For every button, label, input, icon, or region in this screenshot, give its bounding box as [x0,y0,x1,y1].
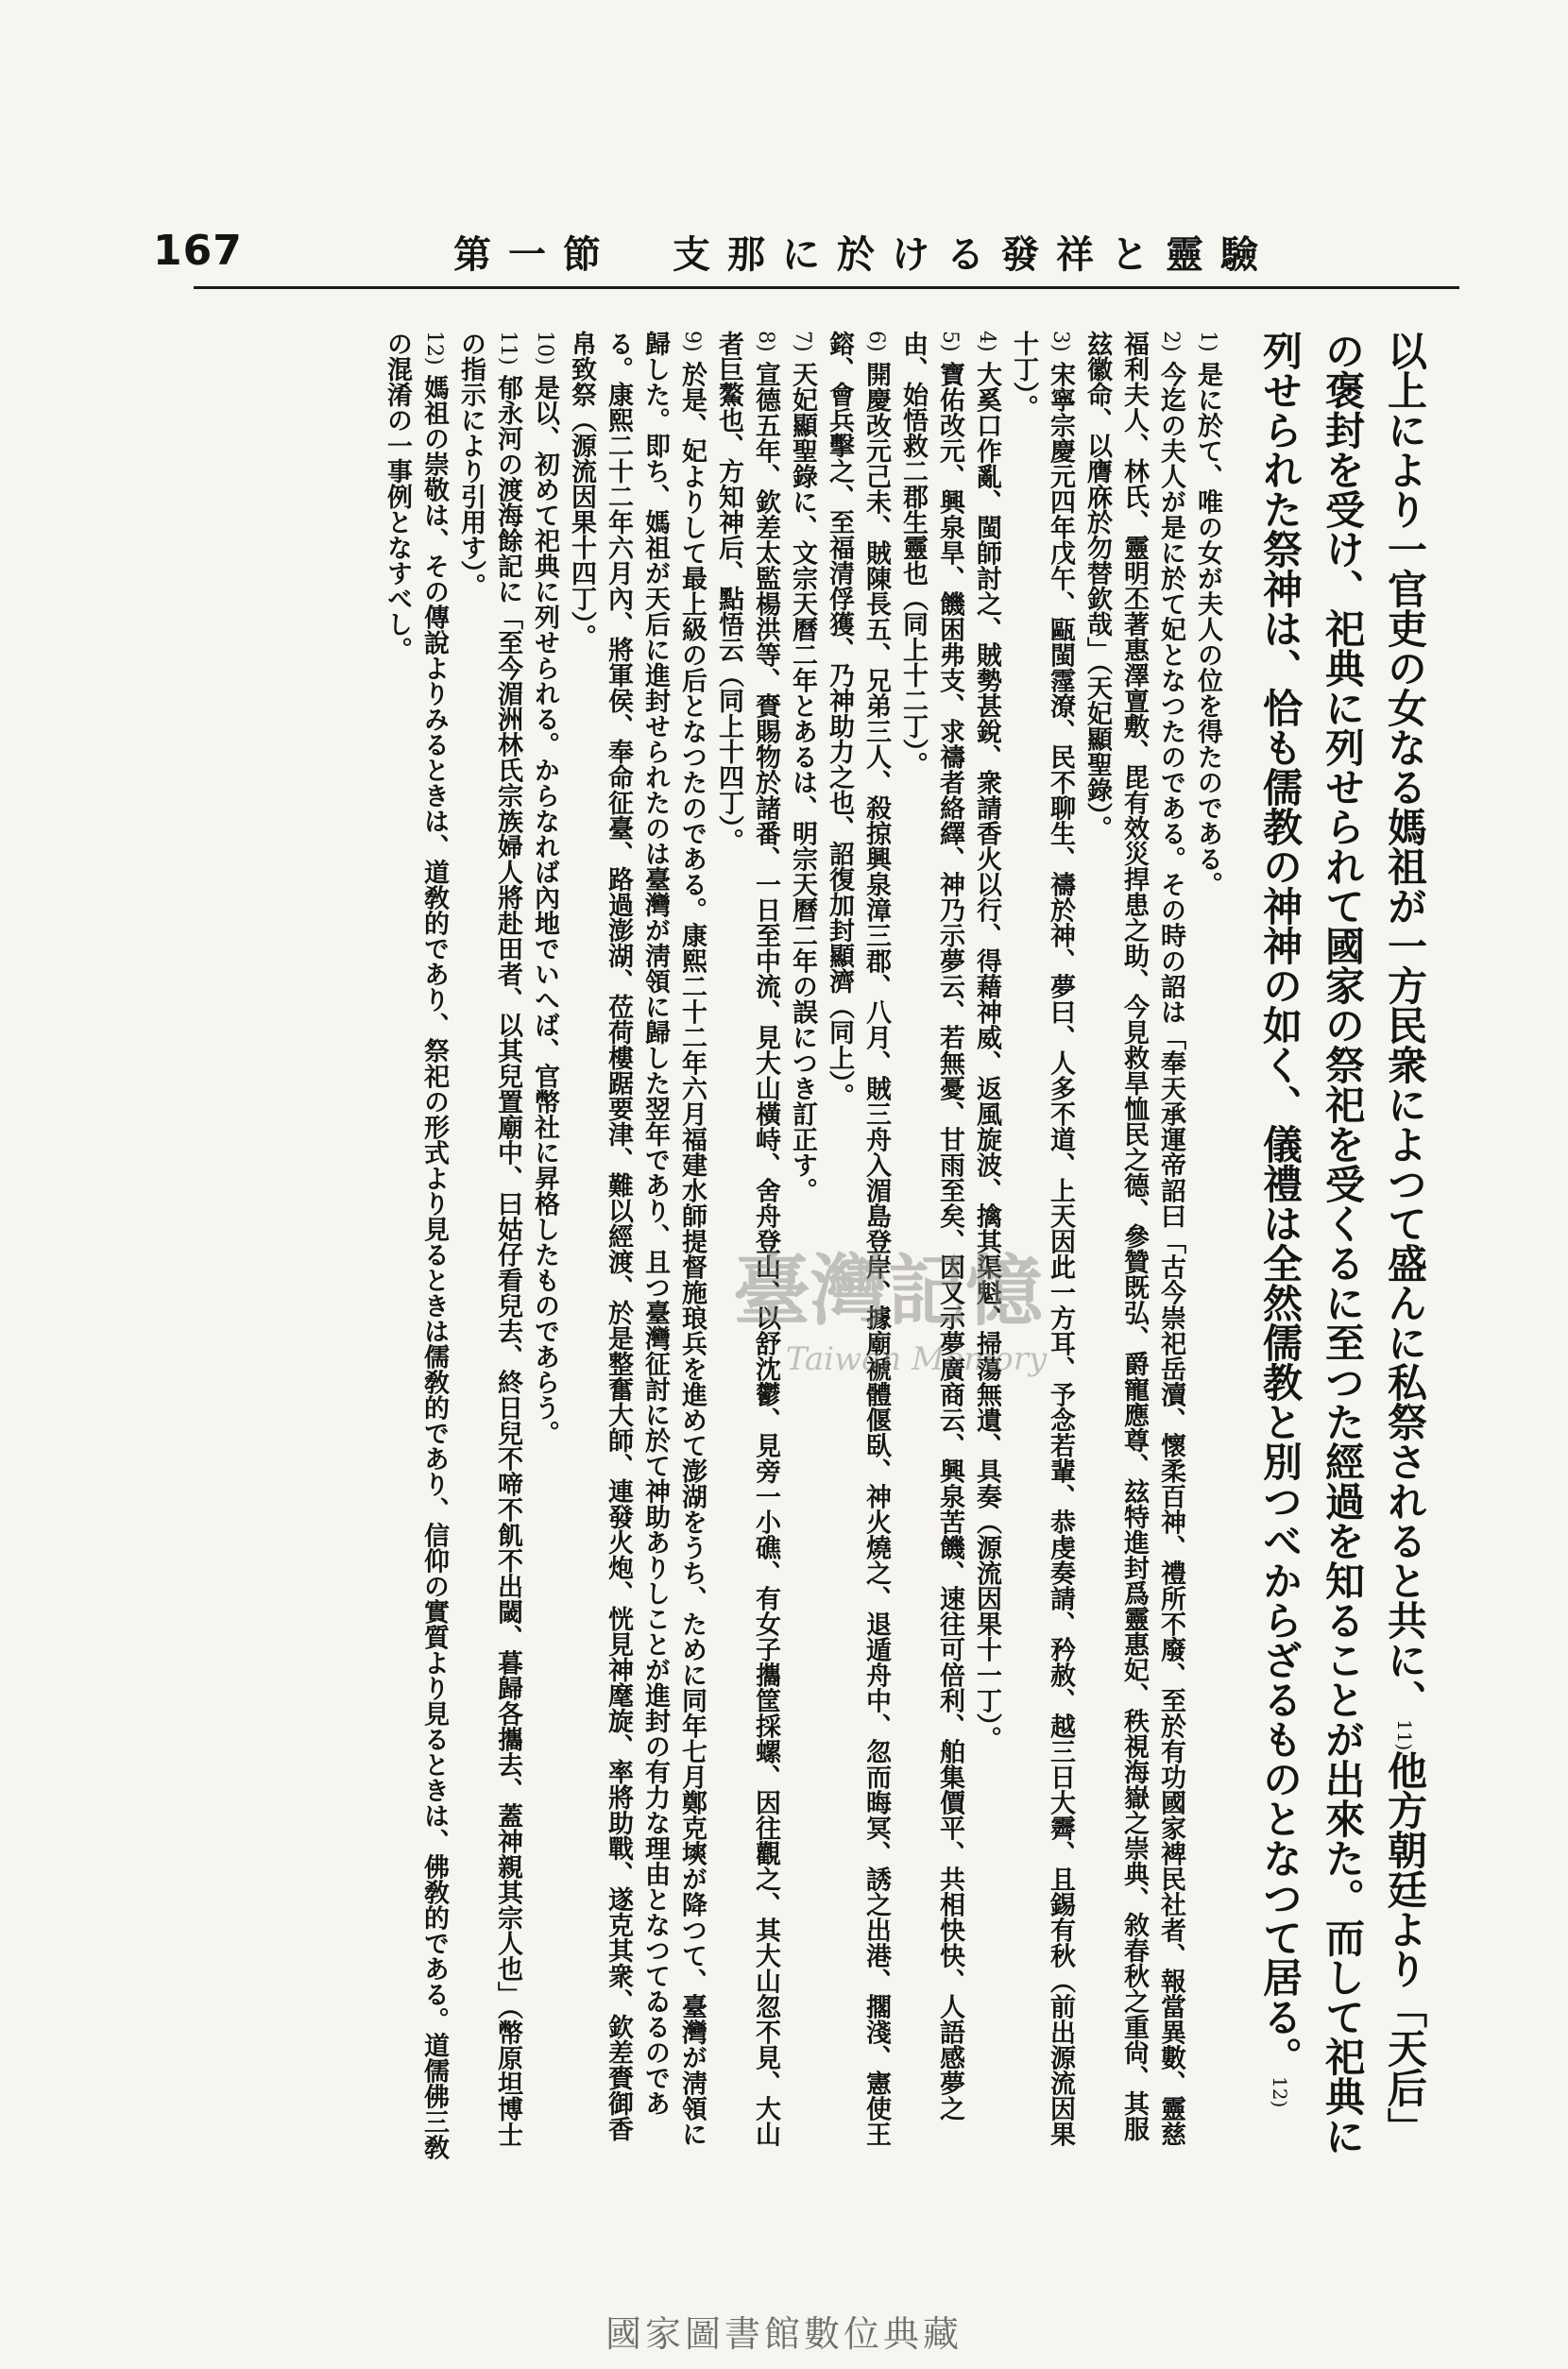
footnote-text: 於是、妃よりして最上級の后となつたのである。康熙二十二年六月福建水師提督施琅兵を進めて澎湖をうち、ために同年七月鄭克塽が降つて、臺灣が淸領に歸した。即ち、媽祖が天后に進封せられたのは臺灣が淸領に歸した翌年であり、且つ臺灣征討に於て神助ありしことが進封の有力な理由となつてゐるのである。康熙二十二年六月內、將軍侯、奉命征臺、路過澎湖、莅荷樓踞要津、難以經渡、於是整奮大師、連發火炮、恍見神麾旋、率將助戰、遂克其衆、欽差賚御香帛致祭（源流因果十四丁）。 [567,331,707,2147]
footnote-11 [452,331,526,2163]
footnote-9 [563,331,710,2163]
main-paragraph [1249,331,1436,2163]
footnote-number: 4) [975,331,998,352]
footnote-text: 寶佑改元、興泉旱、饑困弗支、求禱者絡繹、神乃示夢云、若無憂、甘雨至矣、因又示夢廣商云、興泉苦饑、速往可倍利、舶集價平、共相快快、人語感夢之由、始悟救二郡生靈也（同上十二丁）。 [898,331,964,2122]
footnote-text: 是に於て、唯の女が夫人の位を得たのである。 [1193,361,1222,897]
footnote-text: 天妃顯聖錄に、文宗天曆二年とあるは、明宗天曆二年の誤につき訂正す。 [788,361,817,1203]
watermark-english-text: Taiwan Memory [785,1340,1048,1378]
footnote-number: 9) [680,331,704,352]
footnote-text: 郁永河の渡海餘記に「至今湄洲林氏宗族婦人將赴田者、以其兒置廟中、曰姑仔看兒去、終日兒不啼不飢不出閾、暮歸各攜去、蓋神親其宗人也」（幣原坦博士の指示により引用す）。 [456,331,522,2148]
footnote-number: 5) [938,331,962,352]
footnote-ref-11: 11) [1393,1719,1416,1751]
footnote-number: 2) [1159,331,1183,352]
footnote-10 [526,331,563,2163]
footnote-text: 開慶改元己未、賊陳長五、兄弟三人、殺掠興泉漳三郡、八月、賊三舟入湄島登岸、據廟褫體偃臥、神火燒之、退遁舟中、忽而晦冥、誘之出港、擱淺、憲使王鎔、會兵擊之、至福清俘獲、乃神助力之也、詔復加封顯濟（同上）。 [825,331,891,2147]
footnote-number: 11) [496,331,520,366]
footnote-number: 6) [864,331,888,352]
taiwan-memory-watermark [718,1219,1058,1398]
header-rule [194,286,1459,289]
footnote-12 [379,331,452,2163]
footnote-text: 今迄の夫人が是に於て妃となつたのである。その時の詔は「奉天承運帝詔曰「古今崇祀岳瀆、懷柔百神、禮所不廢、至於有功國家裨民社者、報當異數、靈慈福利夫人、林氏、靈明丕著惠澤亶敷、毘有效災捍患之助、今見救旱恤民之德、參贊既弘、爵寵應尊、玆特進封爲靈惠妃、秩視海嶽之崇典、敘春秋之重尙、其服玆徽命、以膺庥於勿替欽哉」（天妃顯聖錄）。 [1082,331,1185,2147]
footnote-1 [1189,331,1226,2163]
footnote-text: 宋寧宗慶元四年戊午、甌閩霪潦、民不聊生、禱於神、夢曰、人多不道、上天因此一方耳、予念若輩、恭虔奏請、矜赦、越三日大霽、且錫有秋（前出源流因果十丁）。 [1009,331,1075,2147]
footnote-number: 1) [1196,331,1219,352]
page-number: 167 [153,227,243,275]
running-head: 第一節 支那に於ける發祥と靈驗 [453,232,1275,277]
footnote-number: 3) [1048,331,1072,352]
footnote-number: 8) [754,331,777,352]
footnote-number: 7) [791,331,814,352]
footnote-text: 是以、初めて祀典に列せられる。からなれば內地でいへば、官幣社に昇格したものであらう。 [530,374,559,1446]
main-text-part-a: 以上により一官吏の女なる媽祖が一方民衆によつて盛んに私祭されると共に、 [1382,331,1428,1719]
footnote-2 [1079,331,1189,2163]
footnote-ref-12: 12) [1269,2076,1291,2108]
footnote-text: 宣德五年、欽差太監楊洪等、賚賜物於諸番、一日至中流、見大山橫峙、舍舟登山、以舒沈鬱、見旁一小礁、有女子攜筐採螺、因往觀之、其大山忽不見、大山者巨鰲也、方知神后、點悟云（同上十四丁）。 [714,331,780,2147]
collection-footer: 國家圖書館數位典藏 [605,2313,963,2355]
footnote-text: 大奚口作亂、閩師討之、賊勢甚銳、衆請香火以行、得藉神威、返風旋波、擒其渠魁、掃蕩無遺、具奏（源流因果十一丁）。 [972,361,1001,1752]
footnote-number: 12) [422,331,446,366]
watermark-chinese-text: 臺灣記憶 [732,1246,1044,1337]
footnote-number: 10) [533,331,556,366]
footnote-text: 媽祖の崇敬は、その傳說よりみるときは、道敎的であり、祭祀の形式より見るときは儒敎的であり、信仰の實質より見るときは、佛敎的である。道儒佛三敎の混淆の一事例となすべし。 [383,331,449,2160]
main-text-part-b: 他方朝廷より「天后」の褒封を受け、祀典に列せられて國家の祭祀を受くるに至つた經過を知ることが出來た。而して祀典に列せられた祭神は、恰も儒教の神神の如く、儀禮は全然儒教と別つべからざるものとなつて居る。 [1257,331,1428,2156]
